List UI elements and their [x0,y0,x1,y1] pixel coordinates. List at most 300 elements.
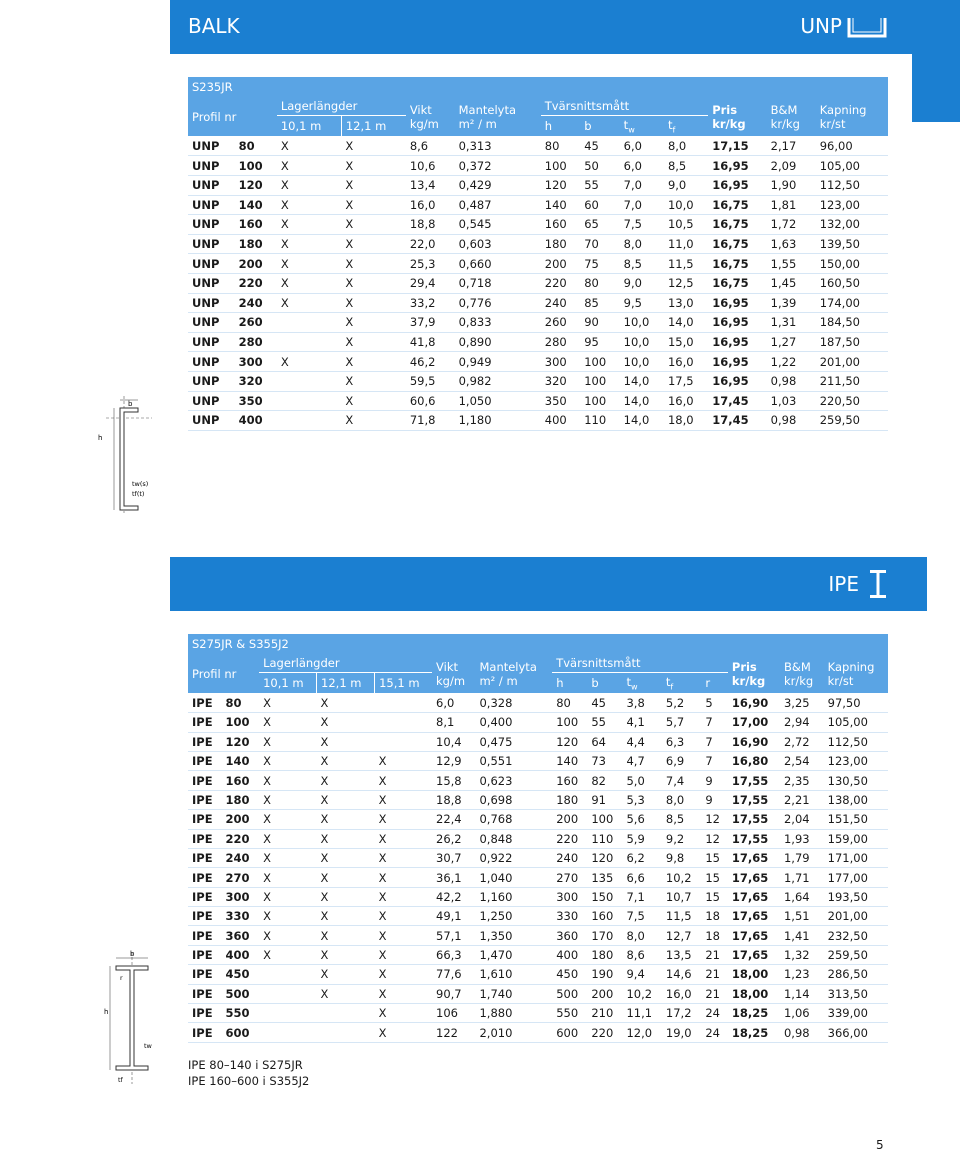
table-cell: 160,50 [816,273,888,293]
table-cell: 0,660 [455,254,541,274]
table-cell: 80 [580,273,619,293]
table-row [188,273,888,293]
table-cell: X [277,156,342,176]
table-cell: 2,010 [475,1023,552,1042]
table-cell: 6,9 [662,751,701,770]
table-cell: 13,0 [664,293,708,313]
table-cell: X [259,790,316,809]
col-bm: B&M kr/kg [780,654,824,693]
table-cell: 0,98 [767,371,816,391]
table-cell: 180 [541,234,580,254]
table-cell: 16,75 [708,215,766,235]
table-cell: 25,3 [406,254,455,274]
unp-table-container [188,77,888,431]
table-cell: 95 [580,332,619,352]
table-row [188,293,888,313]
table-row [188,829,888,848]
col-tf: $t_f$ [664,116,708,137]
table-cell: X [341,332,406,352]
table-cell: 1,23 [780,965,824,984]
table-cell: 4,1 [622,713,661,732]
table-cell: 300 [222,887,260,906]
table-cell: X [259,693,316,712]
table-cell: 105,00 [816,156,888,176]
table-cell: X [259,945,316,964]
table-cell: X [317,790,375,809]
table-cell: 193,50 [824,887,888,906]
table-cell: 10,2 [622,984,661,1003]
ipe-cross-section-diagram [104,948,160,1088]
table-cell: 18 [701,926,728,945]
table-row [188,313,888,333]
table-cell: 0,475 [475,732,552,751]
col-h: h [541,116,580,137]
unp-table [188,77,888,431]
table-cell: 9,0 [664,175,708,195]
table-cell: X [277,254,342,274]
table-cell: 16,95 [708,156,766,176]
col-tw: $t_w$ [620,116,664,137]
table-cell: 320 [235,371,277,391]
table-cell: 11,5 [664,254,708,274]
table-row [188,887,888,906]
table-cell: 12 [701,810,728,829]
table-cell: 0,487 [455,195,541,215]
table-cell: 15,0 [664,332,708,352]
table-cell: 0,98 [767,411,816,431]
col-b: b [587,673,622,694]
table-cell: 5,3 [622,790,661,809]
table-cell: 2,21 [780,790,824,809]
table-cell: 135 [587,868,622,887]
table-cell: 8,0 [622,926,661,945]
table-cell: 187,50 [816,332,888,352]
table-cell: 65 [580,215,619,235]
table-cell: 16,95 [708,313,766,333]
table-cell: 220 [222,829,260,848]
table-cell: UNP [188,195,235,215]
diagram-label-b: b [128,400,133,408]
table-cell: 5,2 [662,693,701,712]
table-cell: 138,00 [824,790,888,809]
table-cell: 0,313 [455,136,541,156]
table-cell: IPE [188,751,222,770]
table-cell: 15 [701,868,728,887]
table-cell: 9 [701,790,728,809]
table-row [188,411,888,431]
table-cell: 8,5 [664,156,708,176]
table-cell: 91 [587,790,622,809]
table-cell: 37,9 [406,313,455,333]
table-cell: X [277,293,342,313]
table-cell: 0,545 [455,215,541,235]
table-cell: IPE [188,868,222,887]
table-cell: X [259,926,316,945]
col-l2: 12,1 m [341,116,406,137]
table-cell: 1,63 [767,234,816,254]
table-cell: 1,72 [767,215,816,235]
table-cell: X [375,1023,432,1042]
col-l3: 15,1 m [375,673,432,694]
table-cell: 45 [580,136,619,156]
table-cell: 200 [552,810,587,829]
table-cell: 9,4 [622,965,661,984]
table-cell: 46,2 [406,352,455,372]
table-cell: 0,833 [455,313,541,333]
table-cell: 12 [701,829,728,848]
table-cell: X [317,848,375,867]
table-cell: 180 [552,790,587,809]
table-cell: 123,00 [824,751,888,770]
ipe-note-1: IPE 80–140 i S275JR [188,1058,303,1072]
table-cell: 1,22 [767,352,816,372]
table-cell: 201,00 [824,907,888,926]
table-cell: IPE [188,945,222,964]
table-cell: 66,3 [432,945,475,964]
table-cell: 17,45 [708,411,766,431]
table-cell: UNP [188,313,235,333]
table-cell: 112,50 [816,175,888,195]
table-cell: 36,1 [432,868,475,887]
table-cell: 0,400 [475,713,552,732]
ipe-table-body [188,693,888,1042]
table-cell: 106 [432,1004,475,1023]
col-bm: B&M kr/kg [767,97,816,136]
table-cell: IPE [188,810,222,829]
table-cell: IPE [188,1004,222,1023]
table-cell: X [317,732,375,751]
table-row [188,332,888,352]
table-cell: 180 [235,234,277,254]
table-cell: X [317,829,375,848]
table-cell: UNP [188,411,235,431]
table-cell: 60,6 [406,391,455,411]
table-cell: 180 [222,790,260,809]
col-b: b [580,116,619,137]
table-cell: 112,50 [824,732,888,751]
table-cell: 300 [552,887,587,906]
table-row [188,751,888,770]
table-cell: 200 [222,810,260,829]
table-row [188,810,888,829]
table-cell: 7 [701,751,728,770]
table-cell: X [317,713,375,732]
table-row [188,391,888,411]
ipe-diagram-label-tf: tf [118,1076,123,1084]
ipe-table [188,634,888,1043]
table-cell: 120 [222,732,260,751]
table-cell: 12,0 [622,1023,661,1042]
table-cell: 16,95 [708,371,766,391]
col-mantel: Mantelyta m² / m [455,97,541,136]
table-cell: 220 [587,1023,622,1042]
table-cell: 16,0 [406,195,455,215]
col-tvar: Tvärsnittsmått [541,97,708,116]
col-lager: Lagerlängder [277,97,406,116]
table-cell: 220 [552,829,587,848]
col-tw: $t_w$ [622,673,661,694]
table-cell: 5 [701,693,728,712]
table-cell: X [341,156,406,176]
ipe-note-2: IPE 160–600 i S355J2 [188,1074,310,1088]
table-row [188,234,888,254]
table-cell: 1,79 [780,848,824,867]
table-cell: X [375,945,432,964]
table-cell: 41,8 [406,332,455,352]
table-cell: 49,1 [432,907,475,926]
table-cell: X [317,771,375,790]
table-cell: 100 [541,156,580,176]
table-cell: 450 [552,965,587,984]
table-cell: 350 [235,391,277,411]
table-cell: 2,17 [767,136,816,156]
table-cell: X [375,1004,432,1023]
table-cell: 8,6 [406,136,455,156]
table-cell: X [277,352,342,372]
table-cell [277,332,342,352]
col-vikt: Vikt kg/m [406,97,455,136]
table-cell: 0,603 [455,234,541,254]
col-tf: $t_f$ [662,673,701,694]
table-cell: 5,0 [622,771,661,790]
table-cell: 0,718 [455,273,541,293]
table-cell: 400 [552,945,587,964]
table-cell: UNP [188,273,235,293]
table-cell: X [259,868,316,887]
table-cell: 9,5 [620,293,664,313]
table-cell [375,732,432,751]
table-cell: 12,7 [662,926,701,945]
table-cell: X [341,215,406,235]
table-cell: 71,8 [406,411,455,431]
table-cell: 1,71 [780,868,824,887]
table-cell: 100 [587,810,622,829]
table-cell: 3,25 [780,693,824,712]
table-cell: X [317,887,375,906]
table-cell: 200 [587,984,622,1003]
section-title: BALK [188,14,240,38]
table-cell: 400 [235,411,277,431]
table-row [188,1023,888,1042]
table-cell: 100 [580,352,619,372]
table-cell: UNP [188,371,235,391]
table-cell: 70 [580,234,619,254]
table-cell: 120 [587,848,622,867]
col-profil: Profil nr [188,654,259,693]
ipe-diagram-label-tw: tw [144,1042,152,1050]
table-cell: X [317,751,375,770]
table-cell: 8,6 [622,945,661,964]
table-row [188,945,888,964]
table-cell: 200 [235,254,277,274]
table-cell: 10,4 [432,732,475,751]
table-cell: 1,180 [455,411,541,431]
ipe-diagram-label-h: h [104,1008,109,1016]
page-edge-tab [912,0,960,122]
table-cell: 16,75 [708,195,766,215]
table-cell: X [375,848,432,867]
table-cell: 90,7 [432,984,475,1003]
table-cell: 2,94 [780,713,824,732]
table-cell: 0,776 [455,293,541,313]
table-cell: 240 [235,293,277,313]
table-cell: 330 [222,907,260,926]
table-cell: 201,00 [816,352,888,372]
table-cell: 0,372 [455,156,541,176]
table-cell: X [317,945,375,964]
table-cell: UNP [188,175,235,195]
table-cell: 7,0 [620,175,664,195]
table-cell: 174,00 [816,293,888,313]
ipe-diagram-label-r: r [120,974,123,982]
table-cell: X [277,175,342,195]
table-cell: 0,429 [455,175,541,195]
table-cell: 6,3 [662,732,701,751]
table-cell: 9,8 [662,848,701,867]
table-cell: 13,4 [406,175,455,195]
table-cell: 360 [222,926,260,945]
table-cell: 8,0 [664,136,708,156]
col-lager: Lagerlängder [259,654,432,673]
table-cell: 17,65 [728,907,780,926]
table-cell: 42,2 [432,887,475,906]
table-cell [259,984,316,1003]
table-cell: 400 [541,411,580,431]
table-cell: 24 [701,1004,728,1023]
table-cell: 15 [701,887,728,906]
profile-type-title-ipe: IPE [828,572,859,596]
table-row [188,771,888,790]
table-cell: X [375,751,432,770]
table-cell: UNP [188,234,235,254]
table-cell: X [259,751,316,770]
table-cell: 11,1 [622,1004,661,1023]
table-cell: 80 [235,136,277,156]
table-cell: 1,14 [780,984,824,1003]
table-cell: 270 [552,868,587,887]
table-cell: 8,0 [620,234,664,254]
table-cell: 6,0 [620,136,664,156]
table-cell: 17,65 [728,868,780,887]
table-cell: 5,6 [622,810,661,829]
table-cell: 8,0 [662,790,701,809]
table-cell: 0,98 [780,1023,824,1042]
col-tvar: Tvärsnittsmått [552,654,728,673]
table-cell: 16,95 [708,175,766,195]
table-cell: 10,0 [620,313,664,333]
table-cell: 16,0 [664,352,708,372]
table-cell: 400 [222,945,260,964]
table-cell: X [277,195,342,215]
table-cell: X [375,810,432,829]
col-pris: Pris kr/kg [708,97,766,136]
table-cell: X [341,352,406,372]
table-cell: 77,6 [432,965,475,984]
table-cell: 1,90 [767,175,816,195]
table-cell: 160 [587,907,622,926]
col-l1: 10,1 m [277,116,342,137]
table-cell: 123,00 [816,195,888,215]
table-cell: 550 [552,1004,587,1023]
table-cell: 18,25 [728,1023,780,1042]
table-cell [375,713,432,732]
table-cell: 80 [541,136,580,156]
table-cell: IPE [188,926,222,945]
table-cell: 160 [541,215,580,235]
col-mantel: Mantelyta m² / m [475,654,552,693]
table-cell: 16,80 [728,751,780,770]
diagram-label-tf: tf(t) [132,490,145,498]
table-cell: UNP [188,332,235,352]
table-cell: 0,551 [475,751,552,770]
table-cell [259,965,316,984]
table-cell: 3,8 [622,693,661,712]
table-cell: 96,00 [816,136,888,156]
profile-type-title: UNP [800,14,842,38]
table-cell: 150,00 [816,254,888,274]
table-cell: UNP [188,136,235,156]
table-cell: 160 [222,771,260,790]
table-cell: 64 [587,732,622,751]
table-cell: 8,5 [662,810,701,829]
table-cell: 57,1 [432,926,475,945]
table-cell: X [317,965,375,984]
unp-table-body [188,136,888,430]
table-cell: 1,51 [780,907,824,926]
table-cell [317,1023,375,1042]
table-cell: 11,0 [664,234,708,254]
table-cell: X [259,848,316,867]
table-cell: 1,350 [475,926,552,945]
table-cell: X [259,810,316,829]
table-cell: 97,50 [824,693,888,712]
table-cell [375,693,432,712]
table-cell: 0,768 [475,810,552,829]
table-cell: 6,0 [620,156,664,176]
table-row [188,215,888,235]
table-cell: 17,15 [708,136,766,156]
table-cell: 132,00 [816,215,888,235]
col-profil: Profil nr [188,97,277,136]
table-cell: 6,0 [432,693,475,712]
table-cell: 16,95 [708,352,766,372]
table-cell: 1,27 [767,332,816,352]
table-cell: 30,7 [432,848,475,867]
table-cell: X [259,829,316,848]
page-number: 5 [876,1138,884,1151]
table-cell: X [341,175,406,195]
col-kapning: Kapning kr/st [816,97,888,136]
table-cell: X [259,771,316,790]
col-pris: Pris kr/kg [728,654,780,693]
table-cell: 10,0 [620,352,664,372]
table-cell: 2,35 [780,771,824,790]
table-cell: X [317,926,375,945]
table-cell: 100 [235,156,277,176]
table-cell: 600 [552,1023,587,1042]
diagram-label-h: h [98,434,103,442]
table-cell: 4,7 [622,751,661,770]
table-cell: 300 [235,352,277,372]
table-cell: 260 [541,313,580,333]
table-cell: 75 [580,254,619,274]
table-cell: 14,0 [620,411,664,431]
col-kapning: Kapning kr/st [824,654,888,693]
table-cell: X [341,371,406,391]
table-row [188,156,888,176]
table-cell: 300 [541,352,580,372]
table-cell: 1,64 [780,887,824,906]
